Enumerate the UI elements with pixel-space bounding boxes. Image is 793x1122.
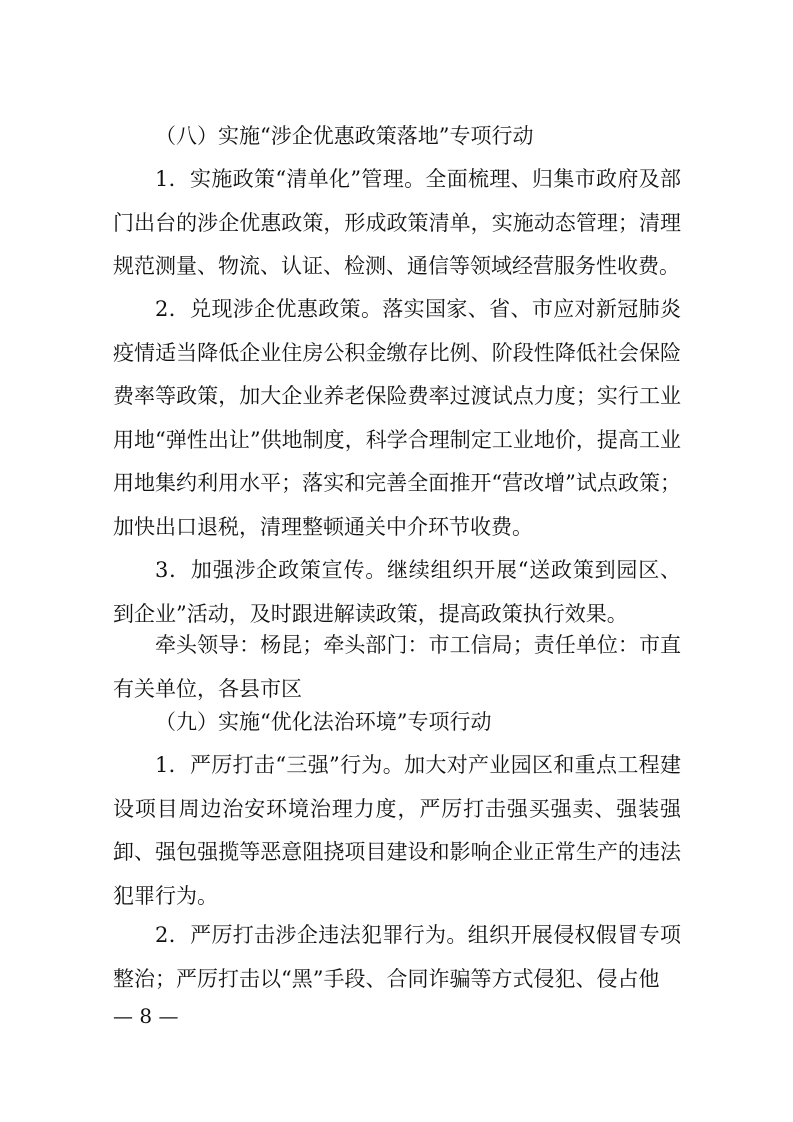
paragraph-9-2: 2．严厉打击涉企违法犯罪行为。组织开展侵权假冒专项整治；严厉打击以“黑”手段、合同诈骗等方式侵犯、侵占他 [113,923,681,991]
section-heading-9: （九）实施“优化法治环境”专项行动 [155,710,492,734]
page-number: — 8 — [113,1004,179,1028]
paragraph-8-1: 1．实施政策“清单化”管理。全面梳理、归集市政府及部门出台的涉企优惠政策，形成政策清单，实施动态管理；清理规范测量、物流、认证、检测、通信等领域经营服务性收费。 [113,167,681,278]
paragraph-8-2: 2．兑现涉企优惠政策。落实国家、省、市应对新冠肺炎疫情适当降低企业住房公积金缴存比例、阶段性降低社会保险费率等政策，加大企业养老保险费率过渡试点力度；实行工业用地“弹性出让”供地制度，科学合理制定工业地价，提高工业用地集约利用水平；落实和完善全面推开“营改增”试点政策；加快出口退税，清理整顿通关中介环节收费。 [113,297,681,539]
paragraph-8-lead: 牵头领导：杨昆；牵头部门：市工信局；责任单位：市直有关单位，各县市区 [113,633,681,701]
paragraph-9-1: 1．严厉打击“三强”行为。加大对产业园区和重点工程建设项目周边治安环境治理力度，严厉打击强买强卖、强装强卸、强包强揽等恶意阻挠项目建设和影响企业正常生产的违法犯罪行为。 [113,753,681,908]
section-heading-8: （八）实施“涉企优惠政策落地”专项行动 [155,124,534,148]
paragraph-8-3: 3．加强涉企政策宣传。继续组织开展“送政策到园区、到企业”活动，及时跟进解读政策，提高政策执行效果。 [113,558,681,626]
